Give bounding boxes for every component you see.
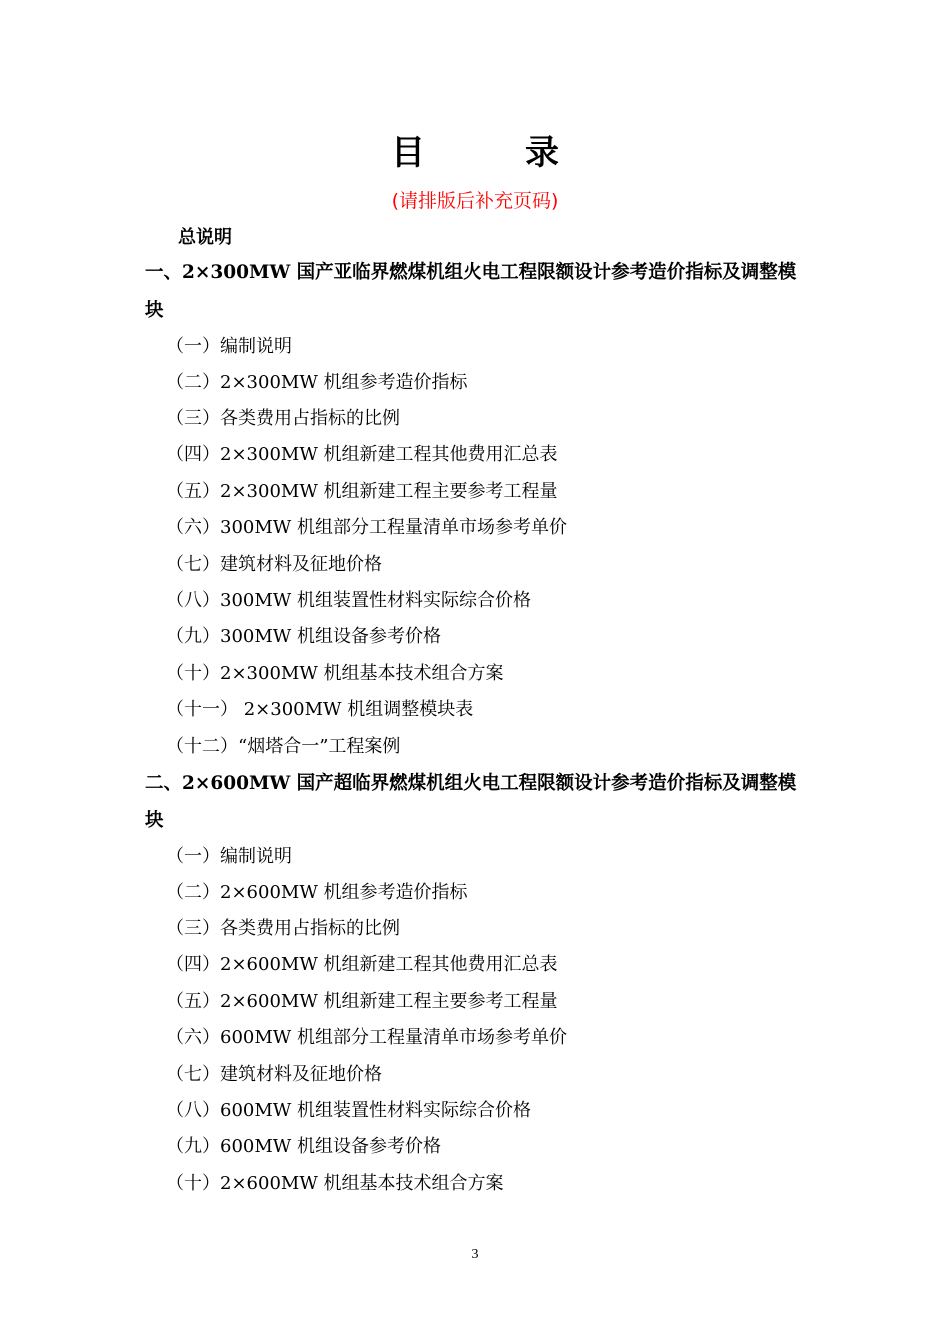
toc-item: （四）2×300MW 机组新建工程其他费用汇总表 <box>166 444 558 465</box>
toc-item: （十一） 2×300MW 机组调整模块表 <box>166 699 474 720</box>
toc-general: 总说明 <box>178 227 232 248</box>
toc-item: （六）600MW 机组部分工程量清单市场参考单价 <box>166 1027 568 1048</box>
toc-section1-heading-cont: 块 <box>145 300 164 321</box>
toc-item: （一）编制说明 <box>166 336 292 357</box>
toc-item: （六）300MW 机组部分工程量清单市场参考单价 <box>166 517 568 538</box>
page-title <box>0 128 950 178</box>
toc-section1-heading: 一、2×300MW 国产亚临界燃煤机组火电工程限额设计参考造价指标及调整模 <box>145 262 797 283</box>
title-char-left: 目 <box>391 133 425 173</box>
toc-item: （十二）“烟塔合一”工程案例 <box>166 736 401 757</box>
toc-item: （九）300MW 机组设备参考价格 <box>166 626 442 647</box>
page-number: 3 <box>471 1247 479 1262</box>
title-char-right: 录 <box>525 133 559 173</box>
page-subtitle: (请排版后补充页码) <box>391 190 559 212</box>
toc-section2-heading-cont: 块 <box>145 810 164 831</box>
toc-item: （八）600MW 机组装置性材料实际综合价格 <box>166 1100 532 1121</box>
toc-item: （九）600MW 机组设备参考价格 <box>166 1136 442 1157</box>
toc-section2-heading: 二、2×600MW 国产超临界燃煤机组火电工程限额设计参考造价指标及调整模 <box>145 773 797 794</box>
toc-item: （二）2×600MW 机组参考造价指标 <box>166 882 468 903</box>
toc-item: （五）2×600MW 机组新建工程主要参考工程量 <box>166 991 558 1012</box>
toc-item: （一）编制说明 <box>166 846 292 867</box>
toc-item: （三）各类费用占指标的比例 <box>166 408 400 429</box>
toc-item: （八）300MW 机组装置性材料实际综合价格 <box>166 590 532 611</box>
toc-item: （七）建筑材料及征地价格 <box>166 554 382 575</box>
toc-item: （七）建筑材料及征地价格 <box>166 1064 382 1085</box>
toc-item: （五）2×300MW 机组新建工程主要参考工程量 <box>166 481 558 502</box>
toc-item: （十）2×600MW 机组基本技术组合方案 <box>166 1173 504 1194</box>
toc-item: （三）各类费用占指标的比例 <box>166 918 400 939</box>
toc-item: （十）2×300MW 机组基本技术组合方案 <box>166 663 504 684</box>
toc-item: （四）2×600MW 机组新建工程其他费用汇总表 <box>166 954 558 975</box>
toc-item: （二）2×300MW 机组参考造价指标 <box>166 372 468 393</box>
